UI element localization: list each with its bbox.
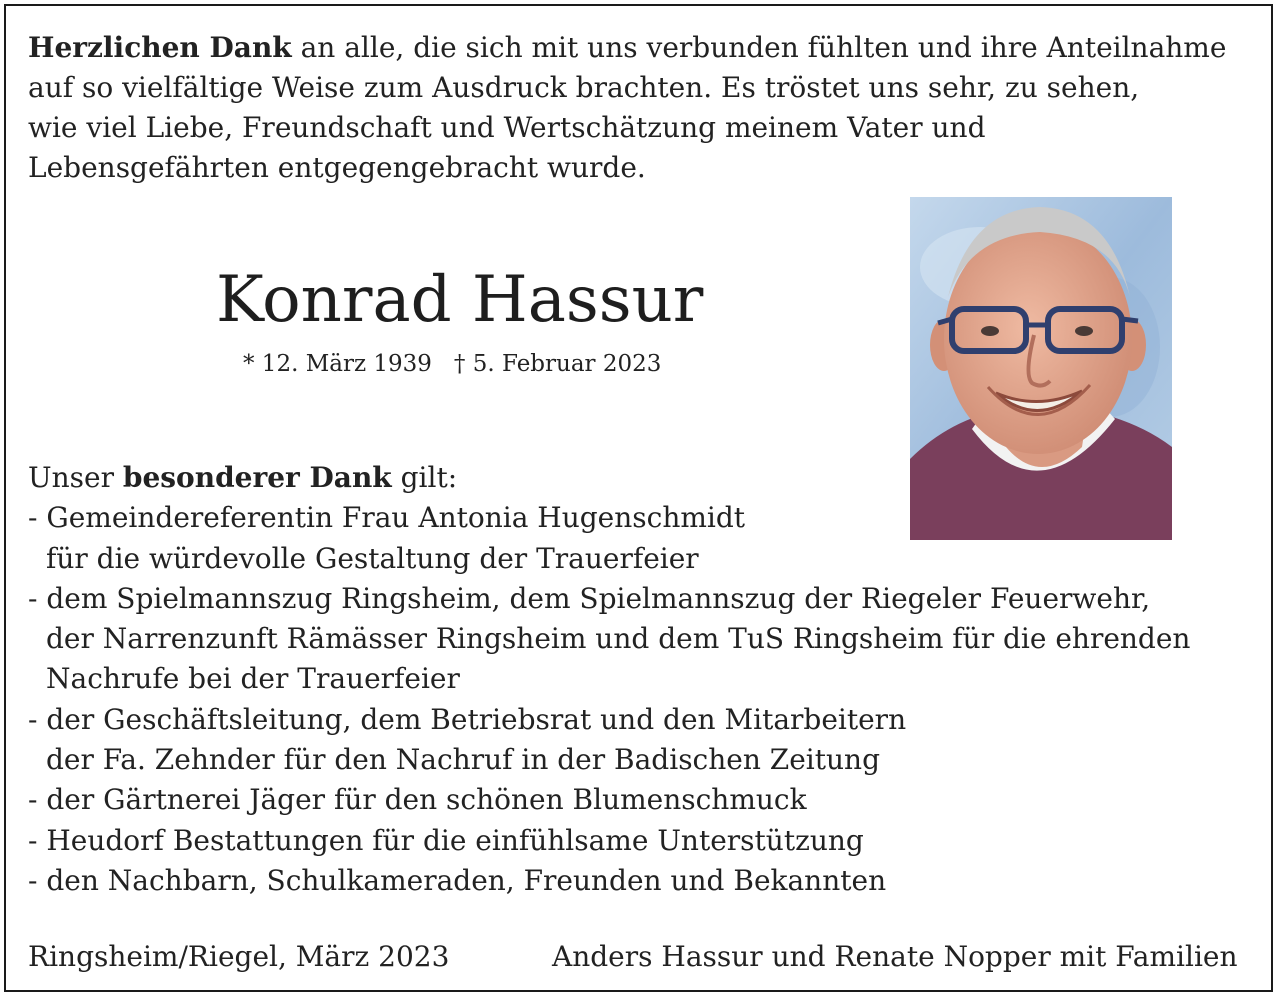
intro-line-4: Lebensgefährten entgegengebracht wurde. bbox=[28, 151, 646, 184]
deceased-name: Konrad Hassur bbox=[216, 263, 704, 337]
thanks-item-2-line-3: Nachrufe bei der Trauerfeier bbox=[46, 662, 460, 696]
birth-date: * 12. März 1939 bbox=[243, 351, 432, 377]
thanks-item-1-line-1: - Gemeindereferentin Frau Antonia Hugenschmidt bbox=[28, 501, 746, 535]
thanks-item-6: - den Nachbarn, Schulkameraden, Freunden und Bekannten bbox=[28, 863, 887, 897]
thanks-item-2-line-2: der Narrenzunft Rämässer Ringsheim und dem TuS Ringsheim für die ehrenden bbox=[46, 622, 1191, 656]
life-dates bbox=[243, 348, 661, 380]
death-date: † 5. Februar 2023 bbox=[453, 351, 662, 377]
intro-line-2: auf so vielfältige Weise zum Ausdruck brachten. Es tröstet uns sehr, zu sehen, bbox=[28, 71, 1140, 104]
thanks-item-4: - der Gärtnerei Jäger für den schönen Blumenschmuck bbox=[28, 783, 807, 817]
thanks-heading bbox=[28, 458, 1190, 498]
thanks-item-3-line-2: der Fa. Zehnder für den Nachruf in der Badischen Zeitung bbox=[46, 743, 880, 777]
thanks-item-1-line-2: für die würdevolle Gestaltung der Trauerfeier bbox=[46, 541, 699, 575]
thanks-suffix: gilt: bbox=[400, 461, 458, 494]
footer-signatories: Anders Hassur und Renate Nopper mit Familien bbox=[552, 940, 1238, 973]
thanks-section bbox=[28, 458, 1190, 901]
thanks-item-2-line-1: - dem Spielmannszug Ringsheim, dem Spielmannszug der Riegeler Feuerwehr, bbox=[28, 581, 1151, 615]
thanks-item-5: - Heudorf Bestattungen für die einfühlsame Unterstützung bbox=[28, 823, 864, 857]
intro-paragraph bbox=[28, 28, 1226, 188]
intro-line-1-text: an alle, die sich mit uns verbunden fühlten und ihre Anteilnahme bbox=[300, 31, 1227, 64]
footer-place-date: Ringsheim/Riegel, März 2023 bbox=[28, 940, 450, 973]
intro-line-3: wie viel Liebe, Freundschaft und Wertschätzung meinem Vater und bbox=[28, 111, 986, 144]
thanks-bold: besonderer Dank bbox=[122, 461, 392, 494]
intro-bold: Herzlichen Dank bbox=[28, 31, 292, 64]
intro-line-1 bbox=[28, 28, 1226, 68]
thanks-prefix: Unser bbox=[28, 461, 114, 494]
thanks-item-3-line-1: - der Geschäftsleitung, dem Betriebsrat und den Mitarbeitern bbox=[28, 702, 907, 736]
